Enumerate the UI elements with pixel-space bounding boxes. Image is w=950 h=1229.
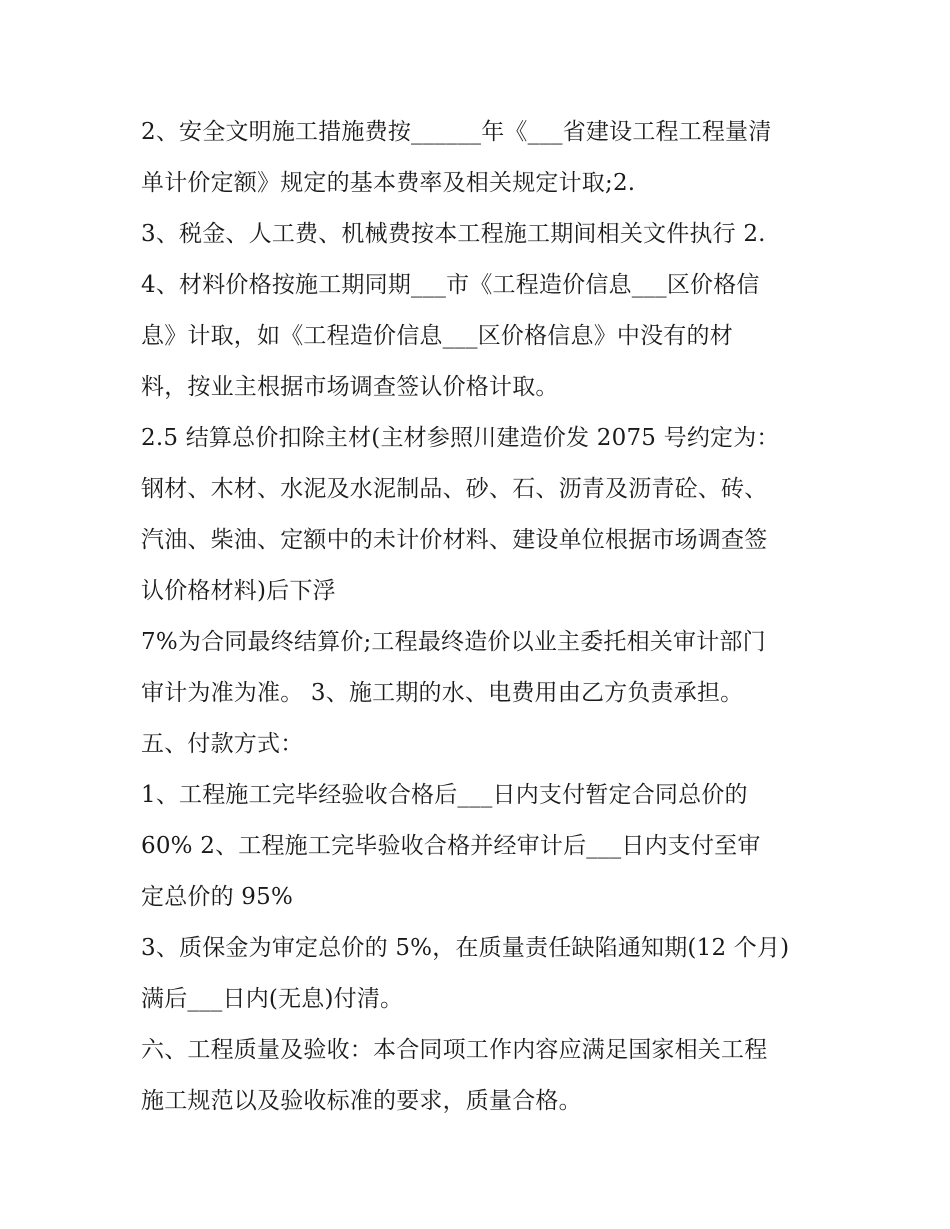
text-line: 3、税金、人工费、机械费按本工程施工期间相关文件执行 2. bbox=[141, 221, 766, 247]
text-line: 单计价定额》规定的基本费率及相关规定计取;2. bbox=[141, 170, 636, 196]
text-line: 满后___日内(无息)付清。 bbox=[141, 986, 404, 1012]
text-line: 审计为准为准。 3、施工期的水、电费用由乙方负责承担。 bbox=[141, 680, 744, 706]
text-line: 1、工程施工完毕经验收合格后___日内支付暂定合同总价的 bbox=[141, 782, 748, 808]
text-line: 息》计取，如《工程造价信息___区价格信息》中没有的材 bbox=[141, 323, 733, 349]
text-line: 认价格材料)后下浮 bbox=[141, 578, 336, 604]
text-line: 4、材料价格按施工期同期___市《工程造价信息___区价格信 bbox=[141, 272, 760, 298]
text-line: 7%为合同最终结算价;工程最终造价以业主委托相关审计部门 bbox=[141, 629, 766, 655]
text-line: 定总价的 95% bbox=[141, 884, 294, 910]
section-heading-payment: 五、付款方式： bbox=[141, 731, 304, 757]
text-line: 2.5 结算总价扣除主材(主材参照川建造价发 2075 号约定为： bbox=[141, 425, 780, 451]
text-line: 3、质保金为审定总价的 5%，在质量责任缺陷通知期(12 个月) bbox=[141, 935, 790, 961]
text-line: 汽油、柴油、定额中的未计价材料、建设单位根据市场调查签 bbox=[141, 527, 768, 553]
contract-text-block bbox=[141, 107, 821, 1127]
text-line: 2、安全文明施工措施费按______年《___省建设工程工程量清 bbox=[141, 119, 772, 145]
text-line: 钢材、木材、水泥及水泥制品、砂、石、沥青及沥青砼、砖、 bbox=[141, 476, 768, 502]
text-line: 施工规范以及验收标准的要求，质量合格。 bbox=[141, 1088, 582, 1114]
text-line: 料，按业主根据市场调查签认价格计取。 bbox=[141, 374, 559, 400]
section-heading-quality: 六、工程质量及验收：本合同项工作内容应满足国家相关工程 bbox=[141, 1037, 768, 1063]
text-line: 60% 2、工程施工完毕验收合格并经审计后___日内支付至审 bbox=[141, 833, 761, 859]
